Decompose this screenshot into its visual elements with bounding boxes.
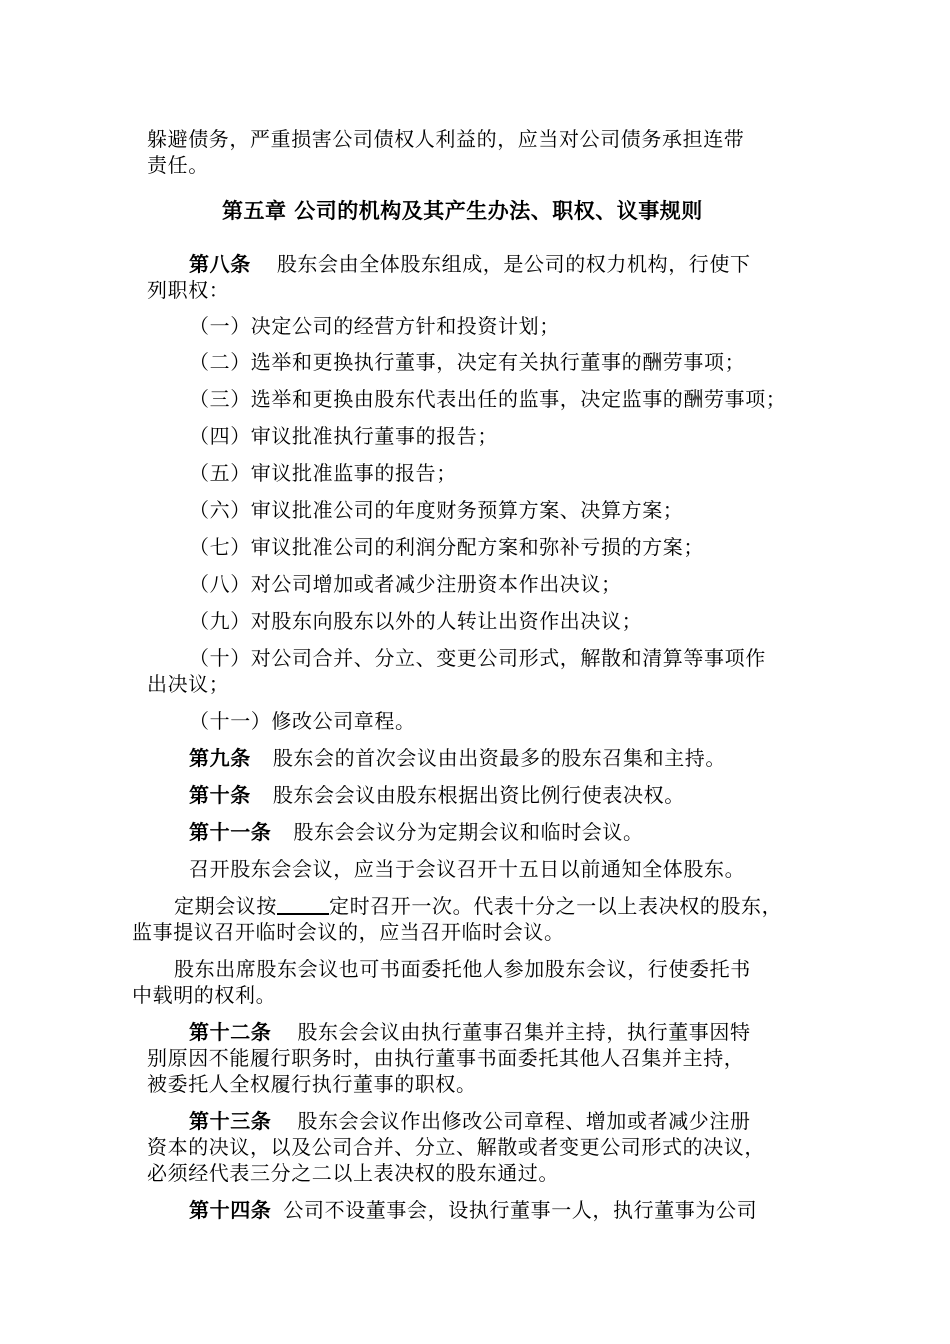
article-10 xyxy=(189,782,685,808)
article-8-label: 第八条 xyxy=(189,252,251,276)
article-8-item-10-cont: 出决议； xyxy=(147,672,230,696)
article-8-item-3: （三）选举和更换由股东代表出任的监事，决定监事的酬劳事项； xyxy=(189,387,787,411)
article-8-item-10: （十）对公司合并、分立、变更公司形式，解散和清算等事项作 xyxy=(189,646,766,670)
article-11-label: 第十一条 xyxy=(189,820,272,844)
article-11-para-3-line-1: 股东出席股东会议也可书面委托他人参加股东会议，行使委托书 xyxy=(174,957,751,981)
article-9-label: 第九条 xyxy=(189,746,251,770)
article-14-line-1 xyxy=(189,1197,757,1223)
article-8-text-1: 股东会由全体股东组成，是公司的权力机构，行使下 xyxy=(276,252,751,276)
article-8-item-5: （五）审议批准监事的报告； xyxy=(189,461,457,485)
article-12-text-1: 股东会会议由执行董事召集并主持，执行董事因特 xyxy=(297,1020,751,1044)
article-13-line-3: 必须经代表三分之二以上表决权的股东通过。 xyxy=(147,1161,559,1185)
article-13-text-1: 股东会会议作出修改公司章程、增加或者减少注册 xyxy=(297,1109,751,1133)
article-12-label: 第十二条 xyxy=(189,1020,272,1044)
article-11-para-2b: 定时召开一次。代表十分之一以上表决权的股东， xyxy=(329,894,783,918)
article-11-text: 股东会会议分为定期会议和临时会议。 xyxy=(293,820,644,844)
chapter-title: 第五章 公司的机构及其产生办法、职权、议事规则 xyxy=(222,198,703,223)
article-8-line-1 xyxy=(189,251,751,277)
article-8-line-2: 列职权： xyxy=(147,278,230,302)
article-8-item-9: （九）对股东向股东以外的人转让出资作出决议； xyxy=(189,609,643,633)
article-10-label: 第十条 xyxy=(189,783,251,807)
article-14-label: 第十四条 xyxy=(189,1198,272,1222)
article-8-item-1: （一）决定公司的经营方针和投资计划； xyxy=(189,314,560,338)
article-12-line-1 xyxy=(189,1019,751,1045)
article-11-para-2-line-1 xyxy=(174,893,782,919)
article-8-item-8: （八）对公司增加或者减少注册资本作出决议； xyxy=(189,572,622,596)
article-11-para-1: 召开股东会会议，应当于会议召开十五日以前通知全体股东。 xyxy=(189,857,746,881)
article-13-label: 第十三条 xyxy=(189,1109,272,1133)
article-9-text: 股东会的首次会议由出资最多的股东召集和主持。 xyxy=(272,746,727,770)
article-8-item-4: （四）审议批准执行董事的报告； xyxy=(189,424,498,448)
article-13-line-2: 资本的决议，以及公司合并、分立、解散或者变更公司形式的决议， xyxy=(147,1135,765,1159)
intro-line-2: 责任。 xyxy=(147,153,209,177)
article-12-line-2: 别原因不能履行职务时，由执行董事书面委托其他人召集并主持， xyxy=(147,1046,745,1070)
article-8-item-11: （十一）修改公司章程。 xyxy=(189,709,416,733)
article-13-line-1 xyxy=(189,1108,751,1134)
blank-underline xyxy=(277,895,329,915)
article-8-item-2: （二）选举和更换执行董事，决定有关执行董事的酬劳事项； xyxy=(189,350,746,374)
article-11-para-3-line-2: 中载明的权利。 xyxy=(132,983,277,1007)
article-10-text: 股东会会议由股东根据出资比例行使表决权。 xyxy=(272,783,685,807)
intro-line-1: 躲避债务，严重损害公司债权人利益的，应当对公司债务承担连带 xyxy=(147,127,745,151)
article-11 xyxy=(189,819,644,845)
article-8-item-7: （七）审议批准公司的利润分配方案和弥补亏损的方案； xyxy=(189,535,704,559)
article-11-para-2-line-2: 监事提议召开临时会议的，应当召开临时会议。 xyxy=(132,920,565,944)
article-14-text: 公司不设董事会，设执行董事一人，执行董事为公司 xyxy=(283,1198,758,1222)
article-9 xyxy=(189,745,726,771)
article-8-item-6: （六）审议批准公司的年度财务预算方案、决算方案； xyxy=(189,498,684,522)
article-12-line-3: 被委托人全权履行执行董事的职权。 xyxy=(147,1072,477,1096)
article-11-para-2a: 定期会议按 xyxy=(174,894,277,918)
